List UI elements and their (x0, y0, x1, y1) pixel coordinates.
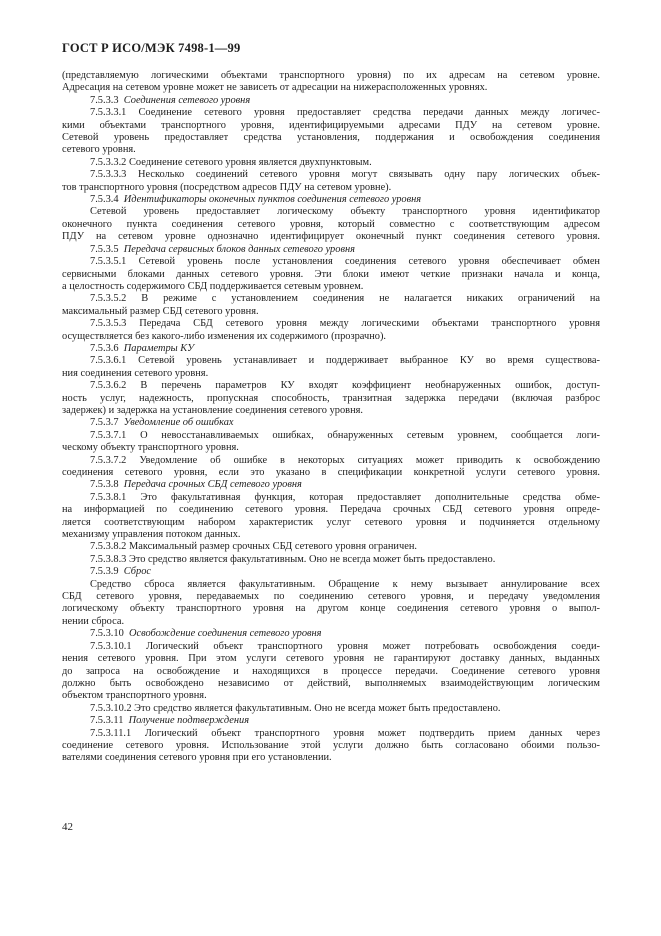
text-line: ния соединения сетевого уровня. (62, 367, 209, 379)
text-line: Средство сброса является факультативным. Обращение к нему вызывает аннулирование всех (90, 578, 600, 590)
section-title: Сброс (123, 566, 152, 578)
text-line: нения сетевого уровня. При этом услуги сетевого уровня не гарантируют доставку данных, выданных (62, 653, 600, 665)
text-line: 7.5.3.8.1 Это факультативная функция, которая предоставляет дополнительные средства обме- (90, 491, 600, 503)
text-line: 7.5.3.5.2 В режиме с установлением соединения не налагается никаких ограничений на (90, 293, 600, 305)
section-number: 7.5.3.3 (90, 94, 119, 106)
text-line: ПДУ на сетевом уровне однозначно идентифицирует оконечный пункт соединения сетевого уровня. (62, 231, 600, 243)
text-line: 7.5.3.10.1 Логический объект транспортного уровня может потребовать освобождения соеди- (90, 640, 600, 652)
text-line: СБД сетевого уровня, передаваемых по соединению сетевого уровня, и передачу уведомления (62, 591, 600, 603)
text-line: максимальный размер СБД сетевого уровня. (62, 305, 259, 317)
text-line: 7.5.3.10.2 Это средство является факультативным. Оно не всегда может быть предоставлено. (90, 702, 501, 714)
section-number: 7.5.3.11 (90, 715, 124, 727)
document-header: ГОСТ Р ИСО/МЭК 7498-1—99 (62, 41, 241, 55)
text-line: 7.5.3.6.2 В перечень параметров КУ входят коэффициент необнаруженных ошибок, доступ- (90, 380, 600, 392)
section-title: Освобождение соединения сетевого уровня (128, 628, 322, 640)
text-line: до запроса на освобождение и находящихся в процессе передачи. Соединение сетевого уровня (62, 665, 600, 677)
text-line: 7.5.3.5.3 Передача СБД сетевого уровня между логическими объектами транспортного уровня (90, 318, 600, 330)
section-number: 7.5.3.10 (90, 628, 124, 640)
document-body (62, 70, 600, 765)
text-line: кими объектами транспортного уровня, идентифицируемыми адресами ПДУ на сетевом уровне. (62, 119, 600, 131)
text-line: соединения сетевого уровня, если это указано в спецификации конкретной услуги сетевого уровня. (62, 467, 600, 478)
text-line: а целостность содержимого СБД поддерживается сетевым уровнем. (62, 280, 364, 292)
text-line: на информацией по соединению сетевого уровня. Передача срочных СБД сетевого уровня опреде- (62, 504, 600, 516)
text-line: объектом транспортного уровня. (62, 690, 207, 702)
section-heading (62, 628, 600, 640)
text-line: задержек) и задержка на установление соединения сетевого уровня. (62, 404, 364, 416)
page-number: 42 (62, 821, 73, 833)
text-line: механизму управления потоком данных. (62, 529, 241, 541)
text-line: нении сброса. (62, 615, 125, 627)
text-line: должно быть освобождено независимо от действий, выполняемых взаимодействующим логическим (62, 677, 600, 689)
text-line: Сетевой уровень предоставляет логическому объекту транспортного уровня идентификатор (90, 206, 600, 218)
section-number: 7.5.3.9 (90, 566, 119, 578)
text-line: тов транспортного уровня (посредством адресов ПДУ на сетевом уровне). (62, 181, 392, 193)
section-heading (62, 479, 600, 491)
text-line: Адресация на сетевом уровне может не зависеть от адресации на нижерасположенных уровнях. (62, 82, 488, 94)
section-heading (62, 194, 600, 206)
section-heading (62, 417, 600, 429)
text-line: 7.5.3.3.1 Соединение сетевого уровня предоставляет средства передачи данных между логичес- (90, 107, 600, 119)
text-line: 7.5.3.5.1 Сетевой уровень после установления соединения сетевого уровня обеспечивает обмен (90, 256, 600, 268)
section-heading (62, 244, 600, 256)
text-line: сервисными блоками данных сетевого уровня. Эти блоки имеют четкие признаки начала и конца, (62, 268, 600, 280)
section-title: Параметры КУ (123, 342, 195, 354)
text-line: 7.5.3.8.2 Максимальный размер срочных СБД сетевого уровня ограничен. (90, 541, 417, 553)
section-heading (62, 566, 600, 578)
section-heading (62, 715, 600, 727)
text-line: осуществляется без какого-либо изменения их содержимого (прозрачно). (62, 330, 387, 342)
section-number: 7.5.3.8 (90, 479, 119, 491)
text-line: 7.5.3.7.2 Уведомление об ошибке в некоторых ситуациях может приводить к освобождению (90, 454, 600, 466)
text-line: оконечного пункта соединения сетевого уровня, который совместно с соответствующим адресом (62, 218, 600, 230)
section-title: Уведомление об ошибках (123, 417, 234, 429)
section-heading (62, 95, 600, 107)
text-line: вателями соединения сетевого уровня при его установлении. (62, 752, 332, 764)
text-line: логическому объекту транспортного уровня на другом конце соединения сетевого уровня о выпол- (62, 603, 600, 615)
text-line: соединение сетевого уровня. Использование этой услуги должно быть согласовано обоими пользо- (62, 739, 600, 751)
text-line: (представляемую логическими объектами транспортного уровня) по их адресам на сетевом уровне. (62, 70, 600, 81)
section-number: 7.5.3.6 (90, 342, 119, 354)
section-title: Соединения сетевого уровня (123, 94, 251, 106)
text-line: ческому объекту транспортного уровня. (62, 442, 239, 454)
text-line: ность услуг, надежность, пропускная способность, транзитная задержка передачи (включая разброс (62, 392, 600, 404)
section-number: 7.5.3.7 (90, 417, 119, 429)
text-line: 7.5.3.7.1 О невосстанавливаемых ошибках, обнаруженных сетевым уровнем, сообщается логи- (90, 429, 600, 441)
section-title: Передача срочных СБД сетевого уровня (123, 479, 302, 491)
section-number: 7.5.3.5 (90, 243, 119, 255)
section-title: Идентификаторы оконечных пунктов соединения сетевого уровня (123, 194, 422, 206)
section-heading (62, 343, 600, 355)
text-line: ляется соответствующим набором характеристик услуг сетевого уровня и подчиняется отдельному (62, 516, 600, 528)
text-line: 7.5.3.11.1 Логический объект транспортного уровня может подтвердить прием данных через (90, 727, 600, 739)
text-line: 7.5.3.8.3 Это средство является факультативным. Оно не всегда может быть предоставлено. (90, 553, 496, 565)
section-number: 7.5.3.4 (90, 194, 119, 206)
text-line: 7.5.3.3.2 Соединение сетевого уровня является двухпунктовым. (90, 156, 372, 168)
text-line: сетевого уровня. (62, 144, 136, 156)
text-line: 7.5.3.6.1 Сетевой уровень устанавливает и поддерживает выбранное КУ во время существова- (90, 355, 600, 367)
section-title: Получение подтверждения (128, 715, 250, 727)
text-line: Сетевой уровень предоставляет средства установления, поддержания и освобождения соединения (62, 132, 600, 144)
text-line: 7.5.3.3.3 Несколько соединений сетевого уровня могут связывать одну пару логических объек- (90, 169, 600, 181)
section-title: Передача сервисных блоков данных сетевого уровня (123, 243, 355, 255)
